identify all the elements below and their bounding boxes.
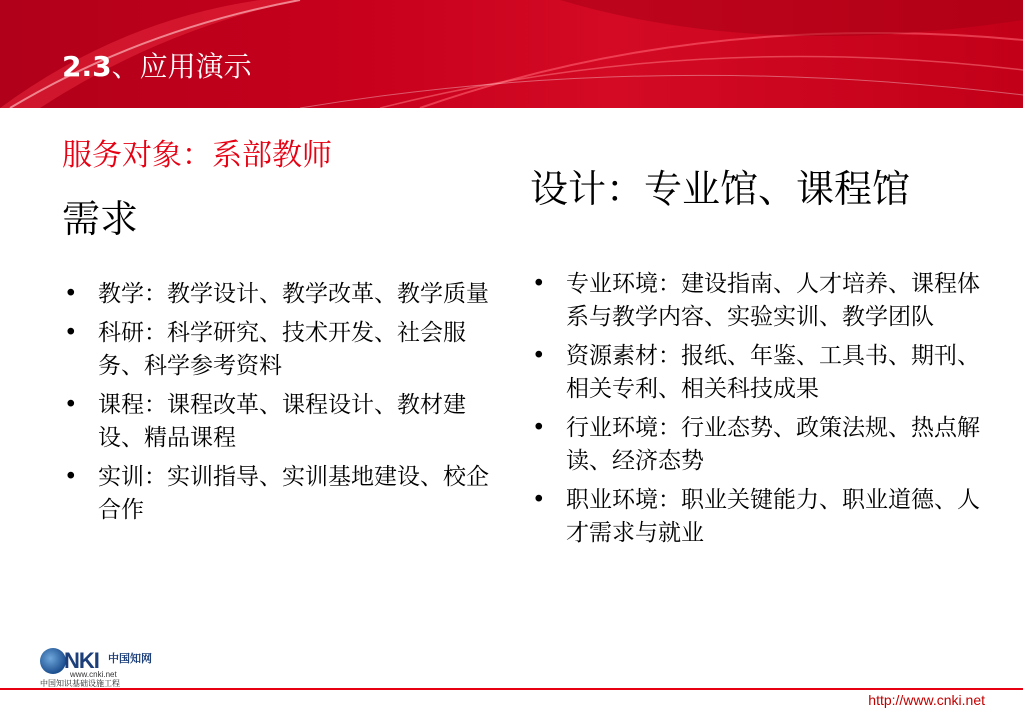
bullet-icon: • (532, 343, 546, 369)
bullet-icon: • (64, 464, 78, 490)
list-item (530, 268, 980, 334)
list-item (62, 317, 502, 383)
cnki-logo (40, 648, 180, 688)
bullet-icon: • (64, 392, 78, 418)
list-item (530, 340, 980, 406)
list-item-text: 实训：实训指导、实训基地建设、校企合作 (98, 464, 489, 523)
bullet-icon: • (64, 320, 78, 346)
logo-wordmark: NKI (64, 648, 99, 673)
service-subject: 服务对象：系部教师 (62, 138, 332, 173)
list-item-text: 资源素材：报纸、年鉴、工具书、期刊、相关专利、相关科技成果 (566, 343, 980, 402)
slide-title (62, 45, 252, 85)
footer-link[interactable]: http://www.cnki.net (868, 692, 985, 708)
list-item-text: 科研：科学研究、技术开发、社会服务、科学参考资料 (98, 320, 466, 379)
slide-title-text: 、应用演示 (111, 50, 252, 83)
list-item-text: 职业环境：职业关键能力、职业道德、人才需求与就业 (566, 487, 980, 546)
bullet-icon: • (532, 415, 546, 441)
logo-chinese-name: 中国知网 (108, 652, 152, 665)
list-item (62, 278, 502, 311)
design-list (530, 268, 980, 556)
bullet-icon: • (64, 281, 78, 307)
list-item-text: 课程：课程改革、课程设计、教材建设、精品课程 (98, 392, 466, 451)
cnki-globe-icon (40, 648, 66, 674)
slide-title-number: 2.3 (62, 50, 112, 83)
bullet-icon: • (532, 271, 546, 297)
design-heading: 设计：专业馆、课程馆 (530, 167, 911, 211)
list-item (62, 389, 502, 455)
needs-heading: 需求 (62, 197, 139, 241)
list-item-text: 专业环境：建设指南、人才培养、课程体系与教学内容、实验实训、教学团队 (566, 271, 980, 330)
footer-divider (0, 688, 1023, 690)
bullet-icon: • (532, 487, 546, 513)
logo-subtitle: 中国知识基础设施工程 (40, 679, 120, 688)
logo-url: www.cnki.net (70, 670, 117, 679)
list-item (62, 461, 502, 527)
list-item-text: 行业环境：行业态势、政策法规、热点解读、经济态势 (566, 415, 980, 474)
list-item-text: 教学：教学设计、教学改革、教学质量 (98, 281, 489, 307)
list-item (530, 412, 980, 478)
needs-list (62, 278, 502, 533)
list-item (530, 484, 980, 550)
header-banner (0, 0, 1023, 108)
